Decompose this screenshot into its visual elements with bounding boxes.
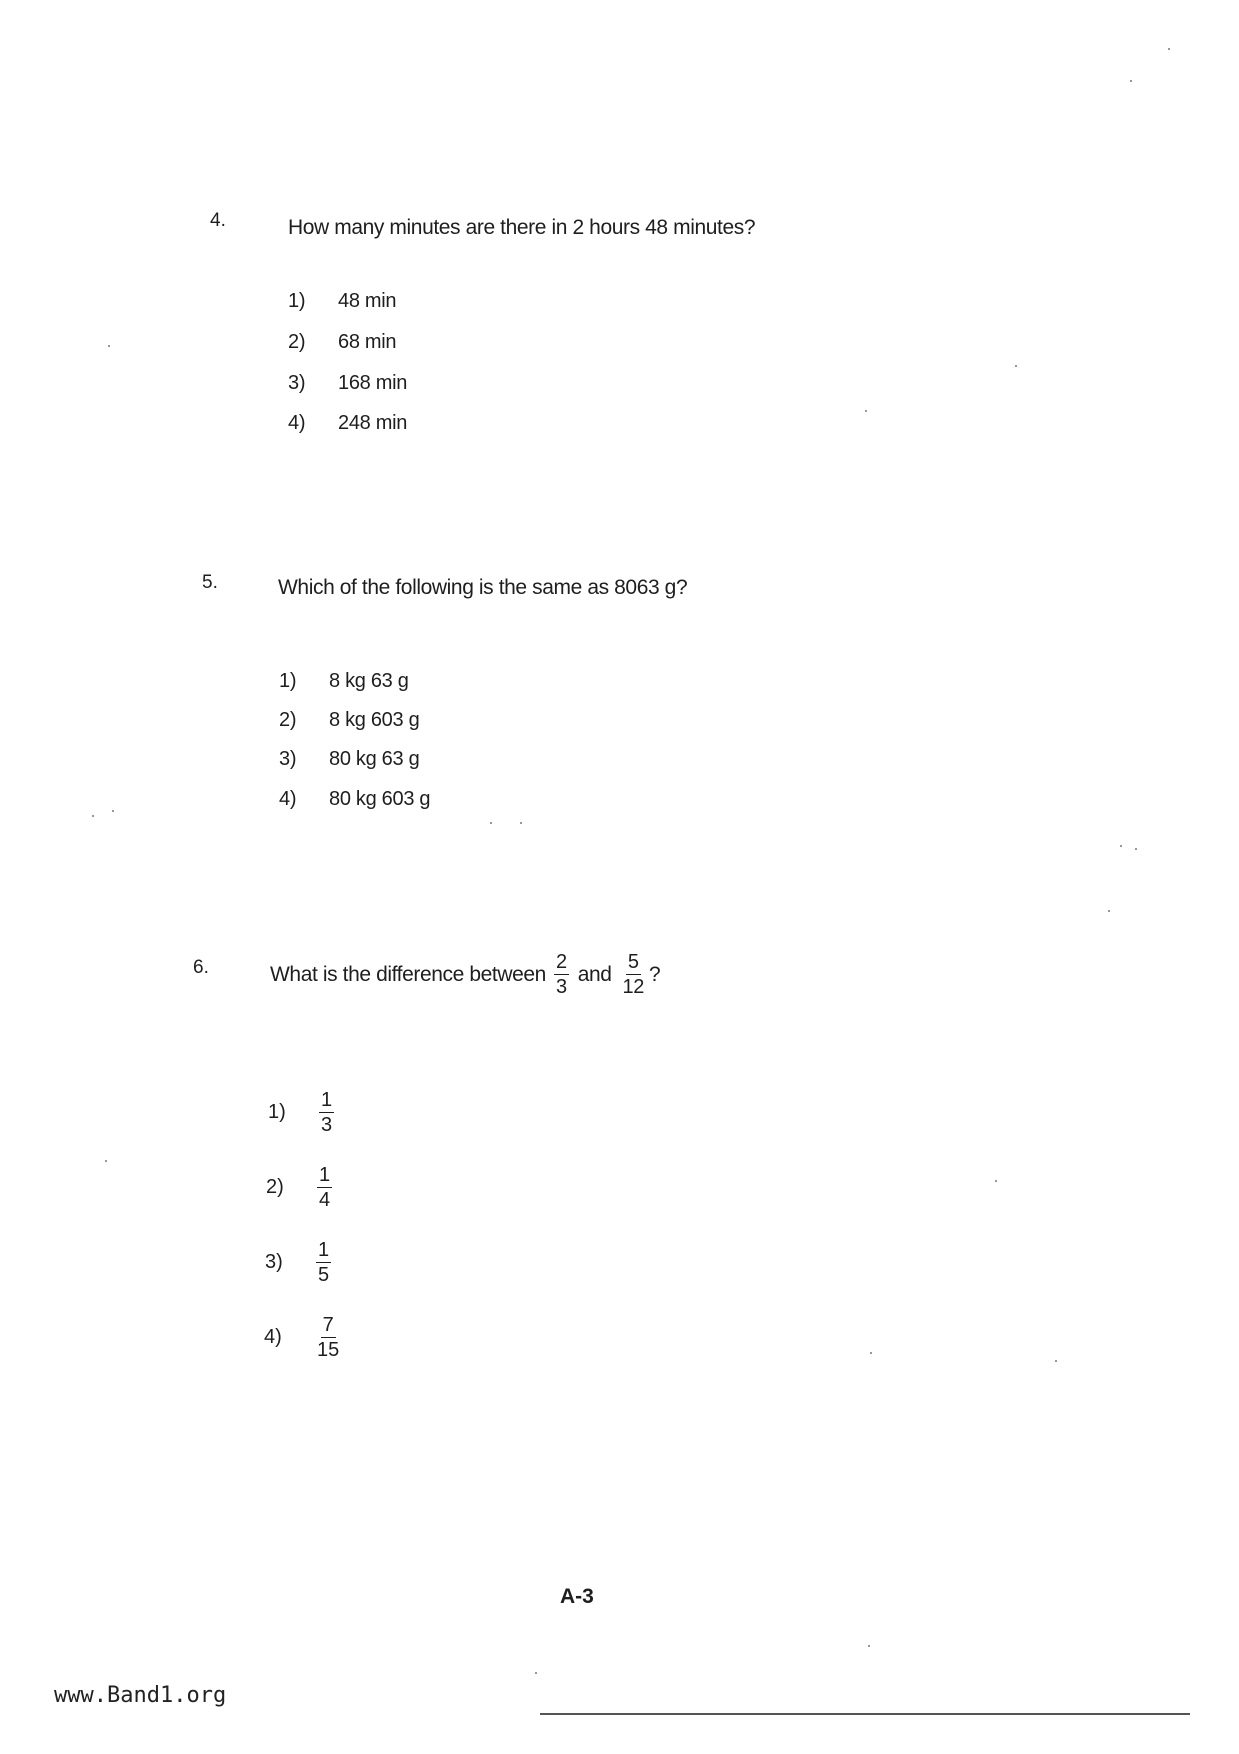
question-6-text-middle: and bbox=[577, 962, 612, 986]
option-label: 4) bbox=[264, 1326, 282, 1348]
fraction-denominator: 12 bbox=[622, 976, 644, 998]
option-fraction bbox=[319, 1090, 334, 1135]
question-4-option-2 bbox=[288, 331, 396, 354]
option-label: 3) bbox=[288, 372, 306, 394]
question-6-text-after: ? bbox=[648, 962, 661, 986]
option-label: 3) bbox=[265, 1251, 283, 1273]
fraction-denominator: 4 bbox=[319, 1189, 331, 1211]
option-label: 2) bbox=[266, 1176, 284, 1198]
option-fraction bbox=[317, 1165, 332, 1210]
fraction-numerator: 5 bbox=[627, 951, 639, 973]
question-5-text: Which of the following is the same as 8063 g? bbox=[278, 576, 688, 599]
fraction-denominator: 3 bbox=[555, 976, 567, 998]
scan-speck bbox=[865, 410, 867, 412]
question-6-option-3 bbox=[265, 1240, 334, 1285]
option-text: 48 min bbox=[338, 290, 397, 312]
scan-speck bbox=[1055, 1360, 1057, 1362]
fraction-five-twelfths bbox=[621, 952, 646, 997]
option-label: 2) bbox=[288, 331, 306, 353]
question-5-option-1 bbox=[279, 670, 409, 693]
option-text: 8 kg 63 g bbox=[329, 670, 409, 692]
scan-speck bbox=[92, 815, 94, 817]
question-6-option-2 bbox=[266, 1165, 335, 1210]
option-text: 68 min bbox=[338, 331, 397, 353]
option-fraction bbox=[316, 1240, 331, 1285]
fraction-two-thirds bbox=[554, 952, 569, 997]
scan-speck bbox=[870, 1352, 872, 1354]
option-fraction bbox=[315, 1315, 341, 1360]
question-4-option-3 bbox=[288, 372, 407, 395]
question-5-option-3 bbox=[279, 748, 419, 771]
question-6-text bbox=[270, 952, 660, 997]
scan-speck bbox=[535, 1672, 537, 1674]
scan-speck bbox=[105, 1160, 107, 1162]
scan-speck bbox=[520, 822, 522, 824]
fraction-denominator: 5 bbox=[318, 1264, 330, 1286]
option-label: 1) bbox=[279, 670, 297, 692]
scan-speck bbox=[490, 822, 492, 824]
option-text: 80 kg 63 g bbox=[329, 748, 420, 770]
scan-speck bbox=[1108, 910, 1110, 912]
option-label: 2) bbox=[279, 709, 297, 731]
page-number: A-3 bbox=[560, 1585, 594, 1608]
scan-speck bbox=[1130, 80, 1132, 82]
scan-speck bbox=[112, 810, 114, 812]
question-6-option-4 bbox=[264, 1315, 344, 1360]
option-text: 80 kg 603 g bbox=[329, 788, 431, 810]
scan-speck bbox=[1120, 845, 1122, 847]
option-label: 3) bbox=[279, 748, 297, 770]
question-6-option-1 bbox=[268, 1090, 337, 1135]
scan-speck bbox=[1168, 48, 1170, 50]
footer-rule bbox=[540, 1713, 1190, 1715]
scan-speck bbox=[1015, 365, 1017, 367]
option-label: 1) bbox=[268, 1101, 286, 1123]
question-4-option-4 bbox=[288, 412, 407, 435]
scan-speck bbox=[108, 345, 110, 347]
option-text: 8 kg 603 g bbox=[329, 709, 420, 731]
question-5-option-4 bbox=[279, 788, 430, 811]
option-label: 1) bbox=[288, 290, 306, 312]
fraction-numerator: 1 bbox=[321, 1089, 333, 1111]
scan-speck bbox=[995, 1180, 997, 1182]
option-text: 248 min bbox=[338, 412, 408, 434]
fraction-denominator: 3 bbox=[321, 1114, 333, 1136]
fraction-denominator: 15 bbox=[317, 1339, 340, 1361]
scan-speck bbox=[1135, 848, 1137, 850]
scan-speck bbox=[868, 1645, 870, 1647]
option-label: 4) bbox=[279, 788, 297, 810]
question-6-number: 6. bbox=[193, 957, 209, 978]
question-4-text: How many minutes are there in 2 hours 48 minutes? bbox=[288, 216, 756, 239]
option-text: 168 min bbox=[338, 372, 408, 394]
fraction-numerator: 1 bbox=[318, 1239, 330, 1261]
question-4-option-1 bbox=[288, 290, 396, 313]
question-4-number: 4. bbox=[210, 210, 226, 231]
question-6-text-before: What is the difference between bbox=[270, 962, 546, 986]
question-5-option-2 bbox=[279, 709, 419, 732]
fraction-numerator: 1 bbox=[319, 1164, 331, 1186]
option-label: 4) bbox=[288, 412, 306, 434]
fraction-numerator: 2 bbox=[555, 951, 567, 973]
website-url[interactable]: www.Band1.org bbox=[54, 1683, 227, 1708]
question-5-number: 5. bbox=[202, 572, 218, 593]
fraction-numerator: 7 bbox=[322, 1314, 334, 1336]
